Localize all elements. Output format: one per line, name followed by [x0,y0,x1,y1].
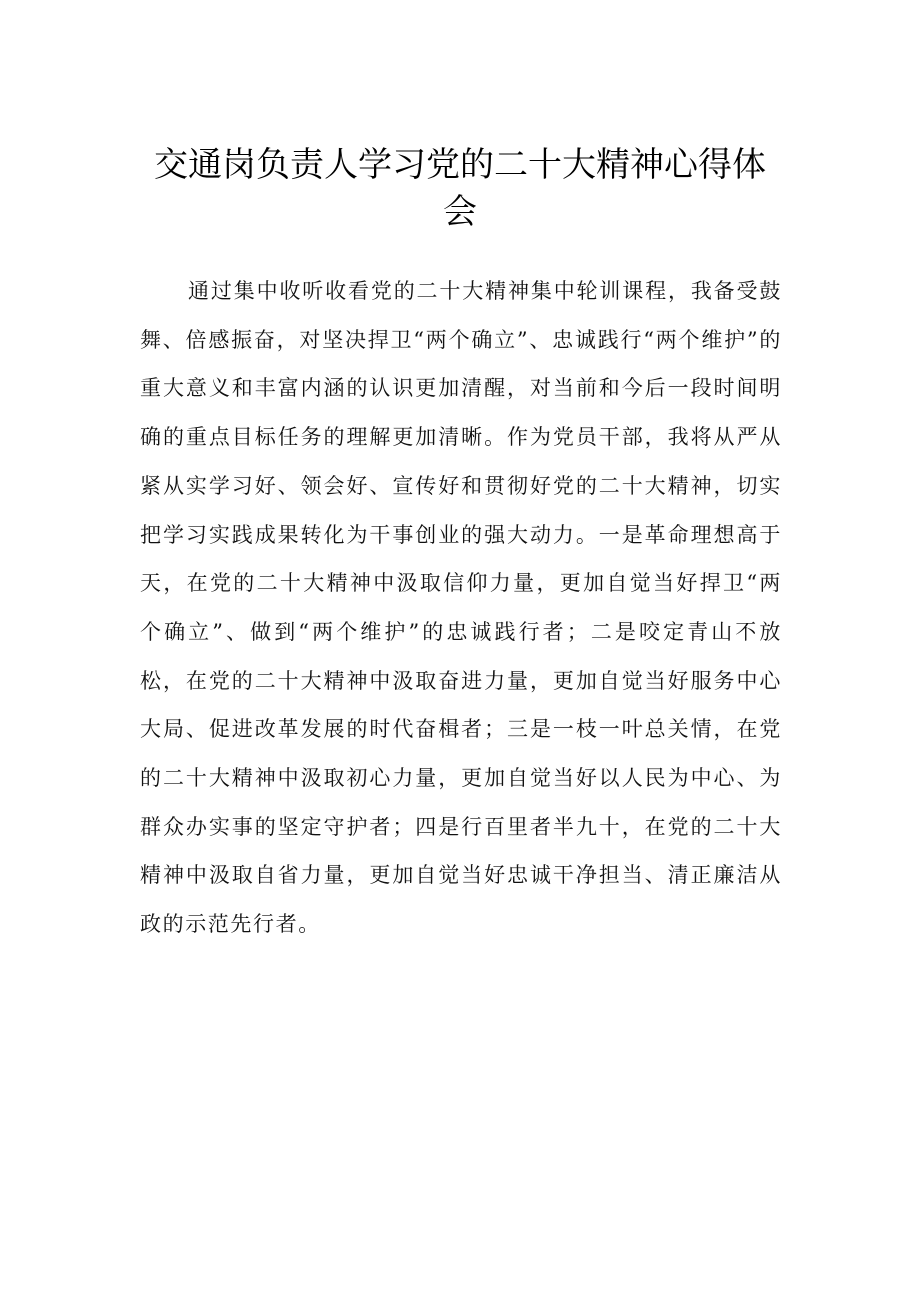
document-body-paragraph: 通过集中收听收看党的二十大精神集中轮训课程，我备受鼓舞、倍感振奋，对坚决捍卫“两个确立”、忠诚践行“两个维护”的重大意义和丰富内涵的认识更加清醒，对当前和今后一段时间明确的重点目标任务的理解更加清晰。作为党员干部，我将从严从紧从实学习好、领会好、宣传好和贯彻好党的二十大精神，切实把学习实践成果转化为干事创业的强大动力。一是革命理想高于天，在党的二十大精神中汲取信仰力量，更加自觉当好捍卫“两个确立”、做到“两个维护”的忠诚践行者；二是咬定青山不放松，在党的二十大精神中汲取奋进力量，更加自觉当好服务中心大局、促进改革发展的时代奋楫者；三是一枝一叶总关情，在党的二十大精神中汲取初心力量，更加自觉当好以人民为中心、为群众办实事的坚定守护者；四是行百里者半九十，在党的二十大精神中汲取自省力量，更加自觉当好忠诚干净担当、清正廉洁从政的示范先行者。 [140,279,782,937]
document-title: 交通岗负责人学习党的二十大精神心得体会 [154,145,766,232]
